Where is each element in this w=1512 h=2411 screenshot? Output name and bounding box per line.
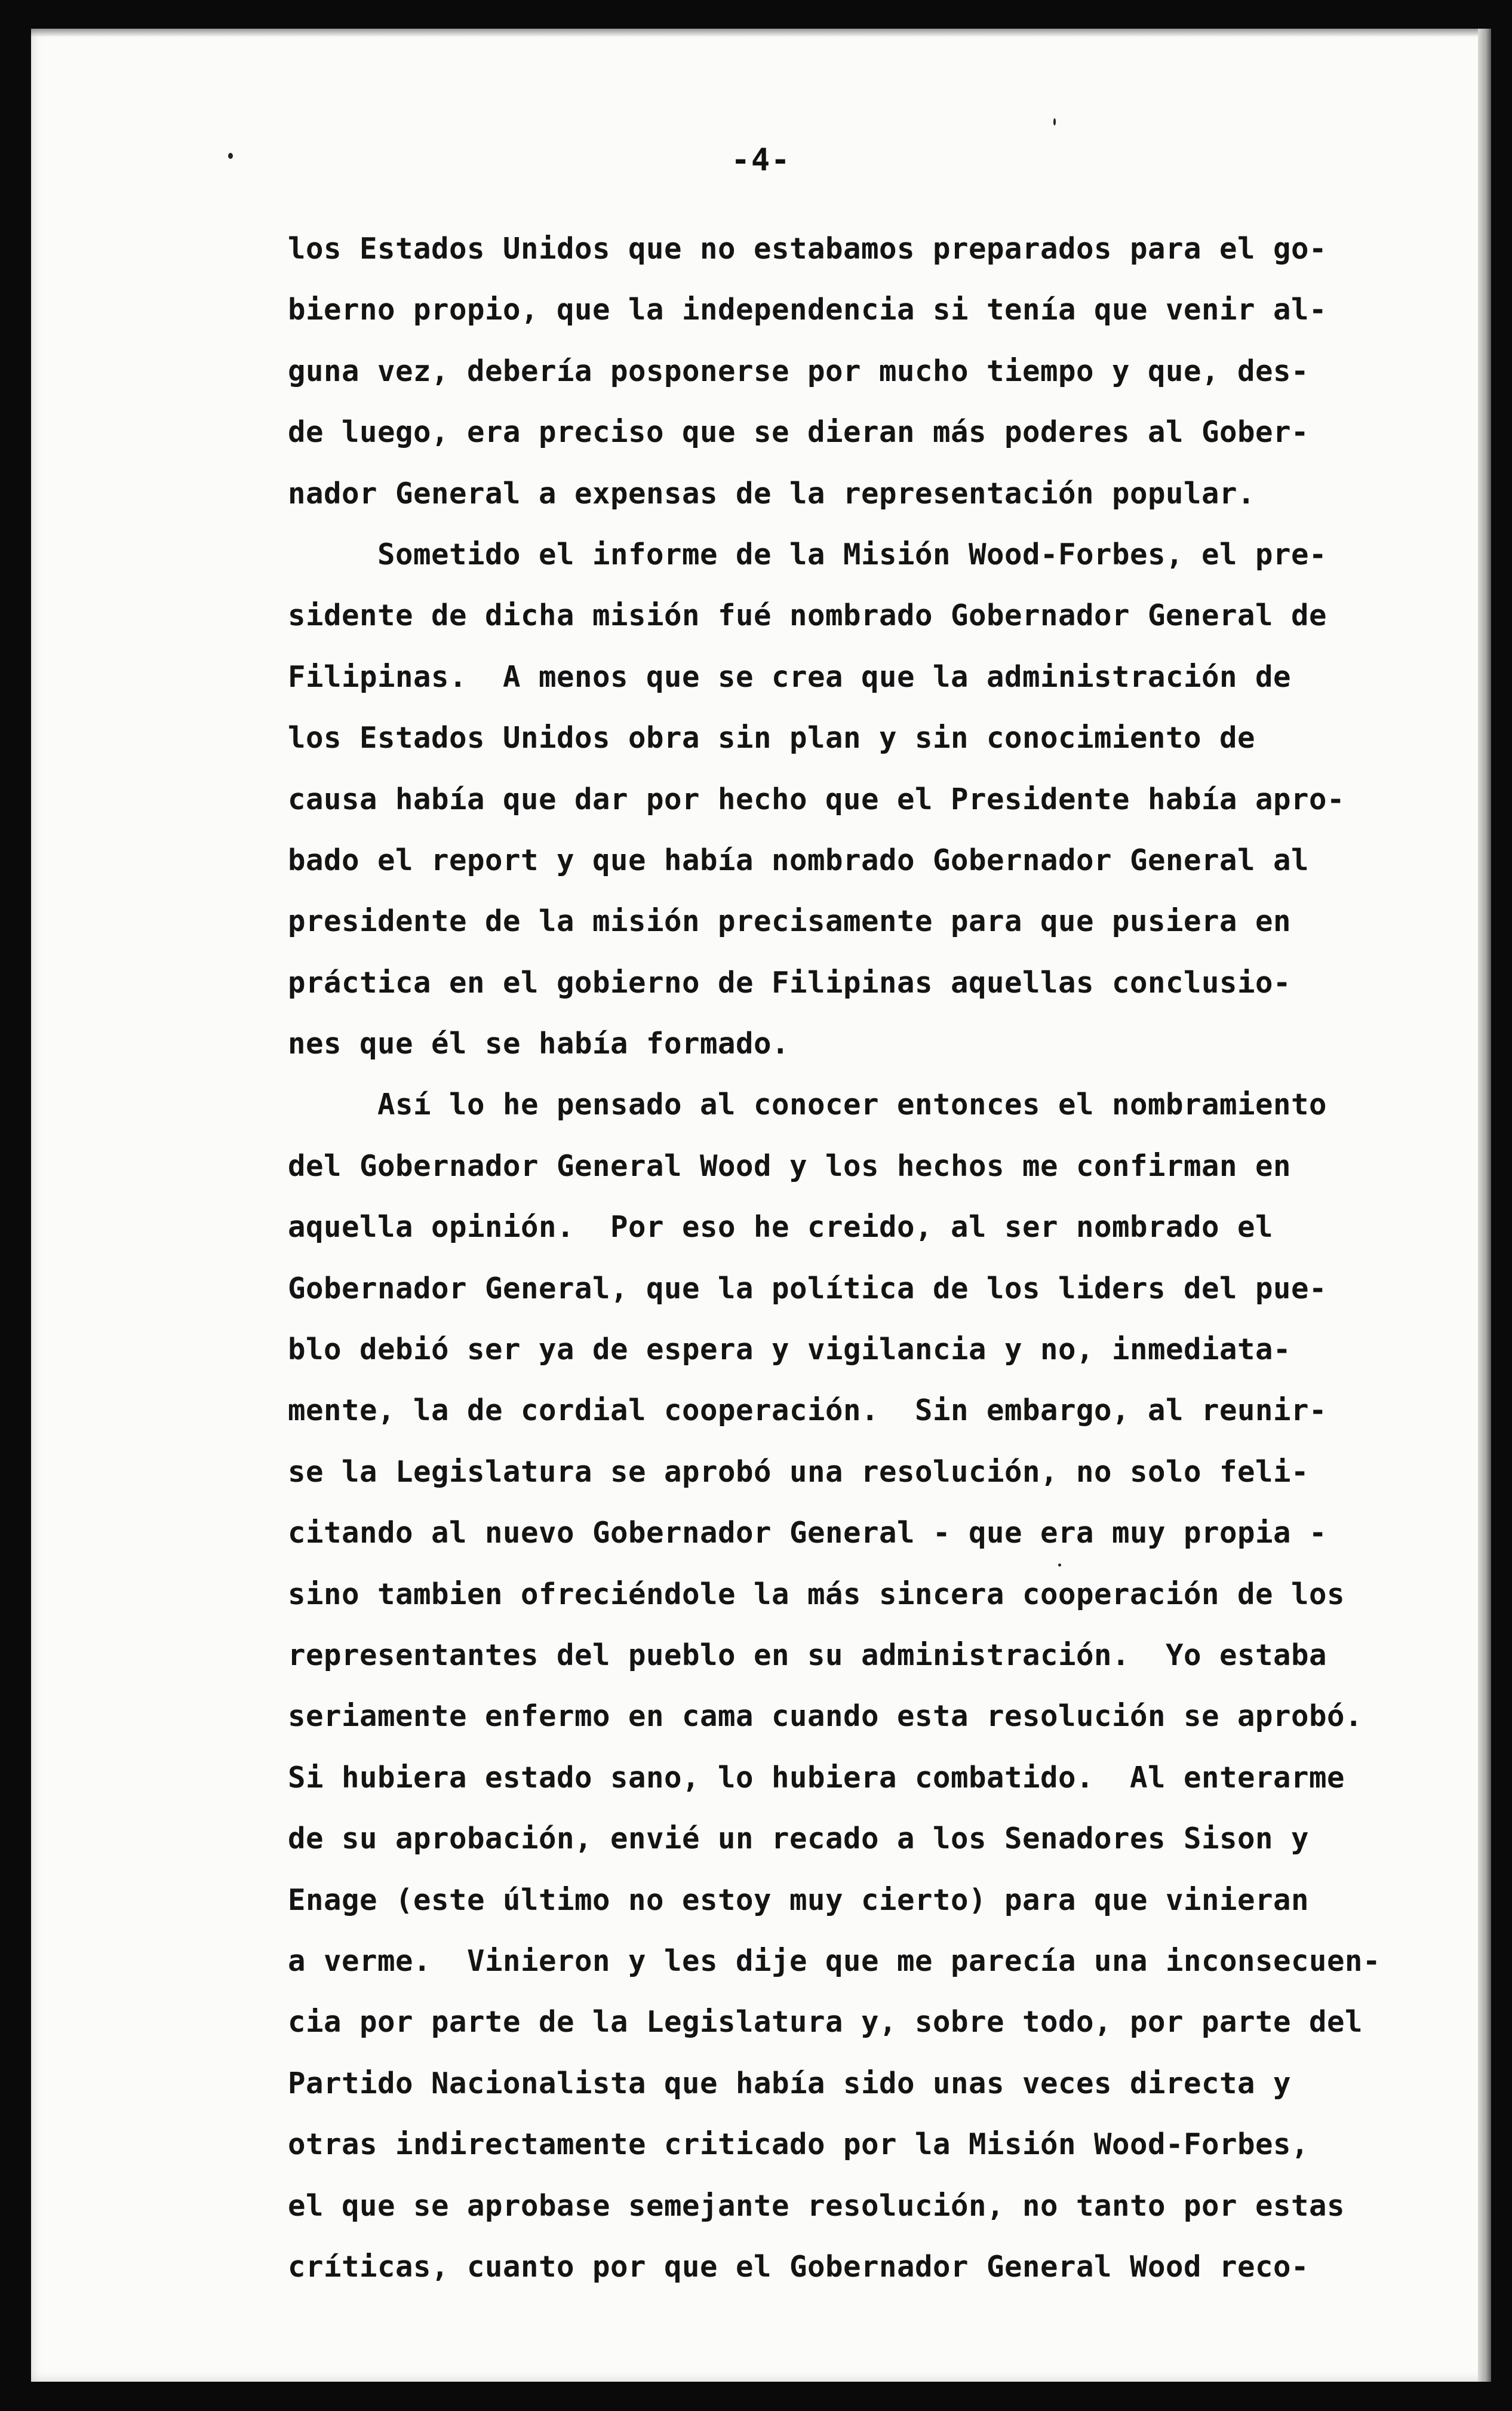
document-page (31, 29, 1491, 2382)
page-top-shadow (31, 29, 1491, 37)
text-line: mente, la de cordial cooperación. Sin embargo, al reunir- (288, 1393, 1327, 1428)
text-line: guna vez, debería posponerse por mucho tiempo y que, des- (288, 354, 1310, 388)
text-line: el que se aprobase semejante resolución, no tanto por estas (288, 2188, 1345, 2223)
text-line: críticas, cuanto por que el Gobernador General Wood reco- (288, 2249, 1310, 2284)
text-line: se la Legislatura se aprobó una resolución, no solo feli- (288, 1454, 1310, 1489)
text-line: bierno propio, que la independencia si tenía que venir al- (288, 293, 1327, 327)
paper-speck (1053, 118, 1056, 125)
text-line: citando al nuevo Gobernador General - que era muy propia - (288, 1516, 1327, 1550)
text-line: causa había que dar por hecho que el Presidente había apro- (288, 782, 1345, 816)
text-line: Enage (este último no estoy muy cierto) para que vinieran (288, 1882, 1310, 1917)
text-line: del Gobernador General Wood y los hechos me confirman en (288, 1148, 1292, 1183)
page-right-edge (1478, 29, 1491, 2382)
text-line: nador General a expensas de la representación popular. (288, 476, 1256, 511)
text-line: blo debió ser ya de espera y vigilancia y no, inmediata- (288, 1332, 1292, 1367)
text-line: nes que él se había formado. (288, 1027, 790, 1061)
text-line: seriamente enfermo en cama cuando esta resolución se aprobó. (288, 1699, 1363, 1734)
text-line: Así lo he pensado al conocer entonces el nombramiento (288, 1088, 1327, 1122)
text-line: presidente de la misión precisamente para que pusiera en (288, 904, 1292, 939)
text-line: Partido Nacionalista que había sido unas veces directa y (288, 2066, 1292, 2100)
text-line: de luego, era preciso que se dieran más poderes al Gober- (288, 415, 1310, 450)
text-line: de su aprobación, envié un recado a los Senadores Sison y (288, 1822, 1310, 1856)
text-line: los Estados Unidos obra sin plan y sin conocimiento de (288, 721, 1256, 755)
page-number: -4- (731, 142, 791, 178)
text-line: Si hubiera estado sano, lo hubiera combatido. Al enterarme (288, 1760, 1345, 1795)
text-line: sidente de dicha misión fué nombrado Gobernador General de (288, 598, 1327, 633)
text-line: otras indirectamente criticado por la Misión Wood-Forbes, (288, 2127, 1310, 2162)
text-line: Gobernador General, que la política de los liders del pue- (288, 1271, 1327, 1306)
text-line: aquella opinión. Por eso he creido, al ser nombrado el (288, 1210, 1274, 1245)
text-line: sino tambien ofreciéndole la más sincera cooperación de los (288, 1577, 1345, 1611)
text-line: Filipinas. A menos que se crea que la administración de (288, 659, 1292, 694)
text-line: cia por parte de la Legislatura y, sobre todo, por parte del (288, 2005, 1363, 2040)
text-line: práctica en el gobierno de Filipinas aquellas conclusio- (288, 965, 1292, 1000)
text-line: a verme. Vinieron y les dije que me parecía una inconsecuen- (288, 1943, 1381, 1978)
text-line: Sometido el informe de la Misión Wood-Forbes, el pre- (288, 537, 1327, 572)
body-text (288, 219, 1458, 2298)
text-line: representantes del pueblo en su administración. Yo estaba (288, 1638, 1327, 1672)
text-line: los Estados Unidos que no estabamos preparados para el go- (288, 232, 1327, 266)
text-line: bado el report y que había nombrado Gobernador General al (288, 843, 1310, 877)
